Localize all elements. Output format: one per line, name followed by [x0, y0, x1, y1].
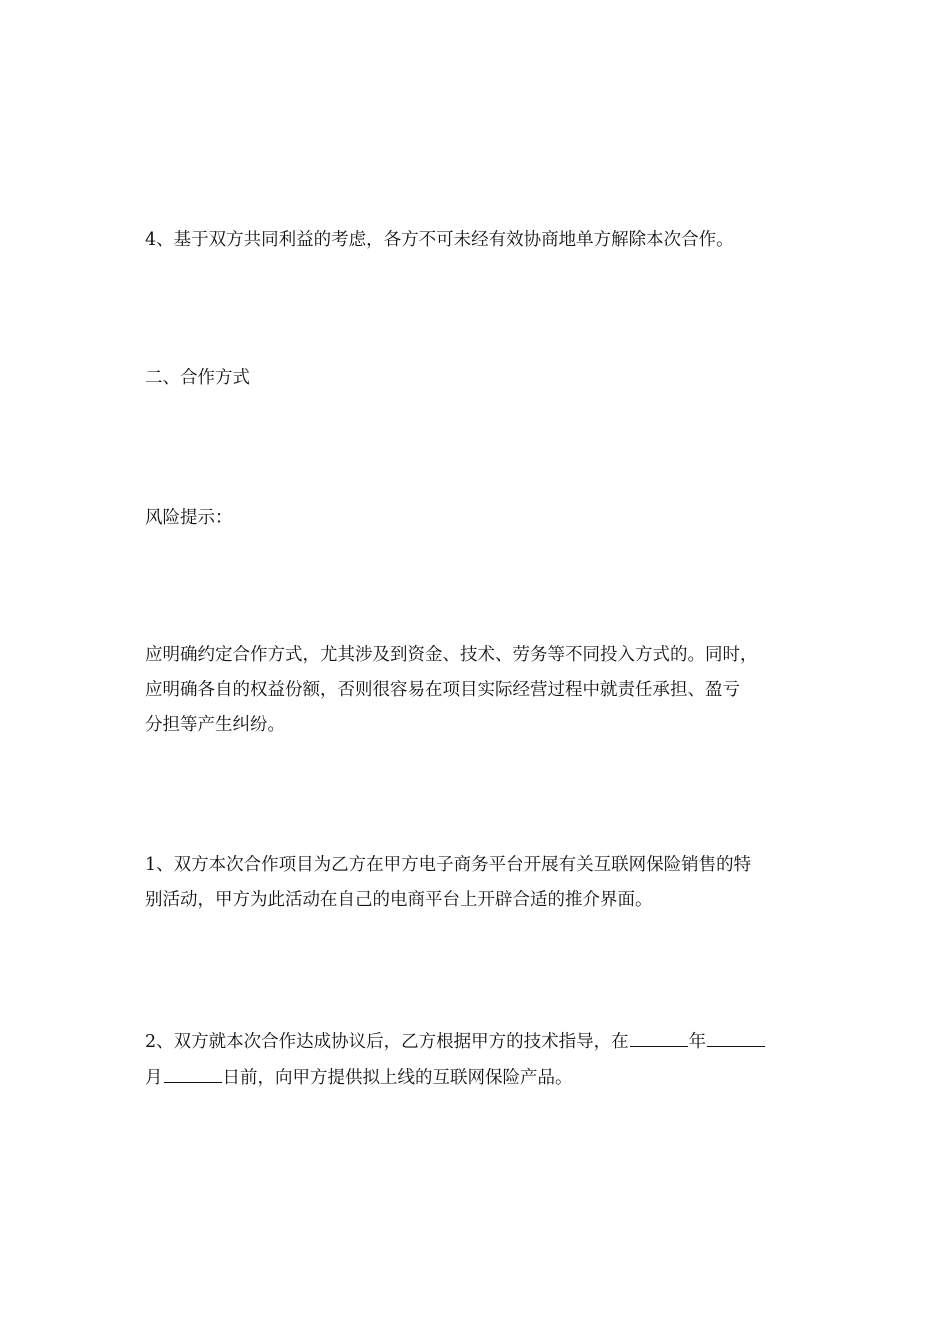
clause-1-paragraph [145, 848, 810, 918]
risk-body-line: 分担等产生纠纷。 [145, 715, 285, 735]
risk-body-line: 应明确各自的权益份额，否则很容易在项目实际经营过程中就责任承担、盈亏 [145, 680, 740, 700]
day-blank [164, 1060, 222, 1083]
year-blank [630, 1024, 688, 1047]
clause-2-line [145, 1024, 810, 1060]
clause-4-text: 4、基于双方共同利益的考虑，各方不可未经有效协商地单方解除本次合作。 [145, 230, 734, 250]
clause-2-paragraph [145, 1024, 810, 1096]
risk-label [145, 501, 810, 536]
clause-1-line: 别活动，甲方为此活动在自己的电商平台上开辟合适的推介界面。 [145, 890, 653, 910]
year-label: 年 [688, 1032, 707, 1052]
clause-1-line: 1、双方本次合作项目为乙方在甲方电子商务平台开展有关互联网保险销售的特 [145, 855, 752, 875]
clause-2-text: 日前，向甲方提供拟上线的互联网保险产品。 [222, 1068, 573, 1088]
month-label: 月 [145, 1068, 163, 1088]
risk-body-paragraph [145, 638, 810, 743]
section-heading [145, 361, 810, 396]
risk-body-line: 应明确约定合作方式，尤其涉及到资金、技术、劳务等不同投入方式的。同时， [145, 645, 758, 665]
clause-2-line [145, 1060, 810, 1096]
month-blank [707, 1024, 765, 1047]
clause-2-text: 2、双方就本次合作达成协议后，乙方根据甲方的技术指导，在 [145, 1032, 629, 1052]
clause-4-paragraph [145, 223, 810, 258]
section-heading-text: 二、合作方式 [145, 368, 250, 388]
risk-label-text: 风险提示： [145, 508, 233, 528]
